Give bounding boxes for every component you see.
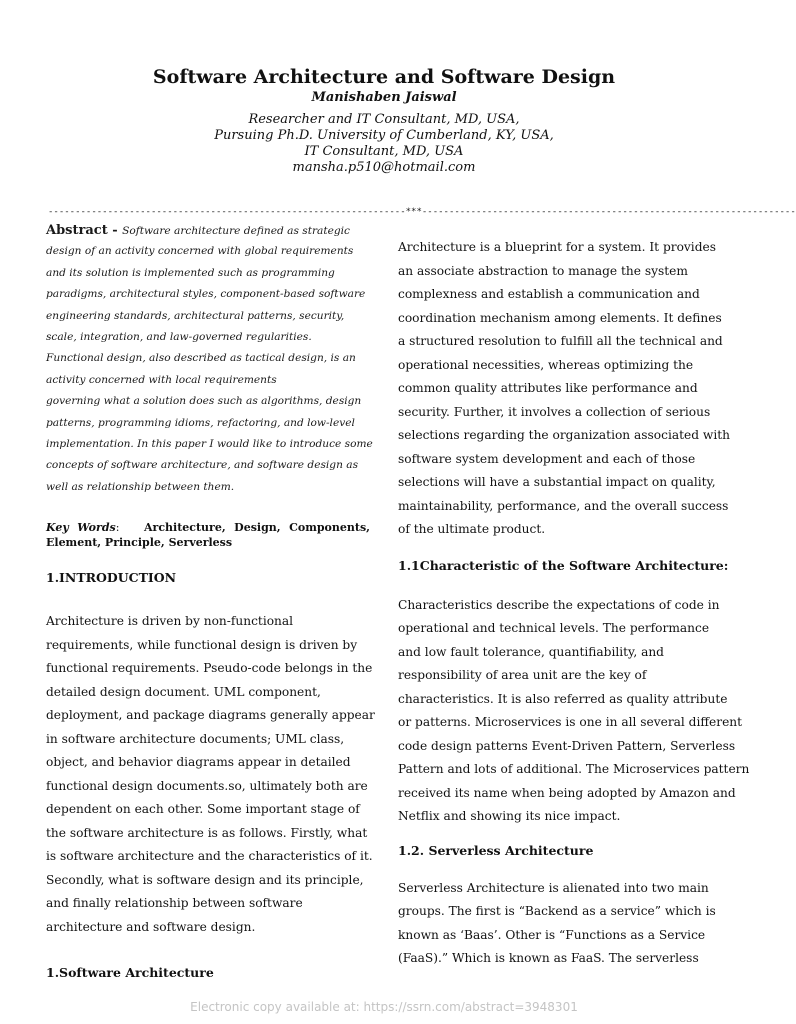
author-email: mansha.p510@hotmail.com <box>292 160 476 175</box>
abstract-line: and its solution is implemented such as programming <box>46 266 335 279</box>
section-separator: ------------------------------------------------------------------***--------------------------------------------------------------------- <box>48 207 796 217</box>
body-line: software system development and each of those <box>398 451 696 466</box>
body-line: selections will have a substantial impact on quality, <box>398 475 716 489</box>
abstract-line: design of an activity concerned with global requirements <box>46 245 354 258</box>
abstract-line: Software architecture defined as strategic <box>122 225 350 237</box>
body-line: Pattern and lots of additional. The Microservices pattern <box>398 762 750 776</box>
body-line: operational necessities, whereas optimizing the <box>398 357 694 372</box>
body-line: a structured resolution to fulfill all the technical and <box>398 334 723 348</box>
body-line: an associate abstraction to manage the system <box>398 263 688 278</box>
author-name: Manishaben Jaiswal <box>311 90 457 105</box>
section-heading-introduction: 1.INTRODUCTION <box>46 570 177 586</box>
body-line: known as ‘Baas’. Other is “Functions as a Service <box>398 927 706 942</box>
body-line: and low fault tolerance, quantifiability, and <box>398 644 664 659</box>
abstract-line: Functional design, also described as tactical design, is an <box>46 352 356 365</box>
intro-line: deployment, and package diagrams generally appear <box>46 708 375 723</box>
abstract-line: activity concerned with local requirements <box>46 373 277 386</box>
keywords <box>46 520 370 550</box>
introduction-text <box>46 610 375 939</box>
body-line: complexness and establish a communication and <box>398 287 700 301</box>
keywords-values: Architecture, Design, Components, Element, Principle, Serverless <box>46 521 370 550</box>
body-line: operational and technical levels. The performance <box>398 621 710 635</box>
paper-title: Software Architecture and Software Design <box>152 66 616 88</box>
body-line: Serverless Architecture is alienated into two main <box>398 880 709 895</box>
body-line: groups. The first is “Backend as a service” which is <box>398 904 716 918</box>
intro-line: detailed design document. UML component, <box>46 684 321 699</box>
intro-line: functional requirements. Pseudo-code belongs in the <box>46 661 373 676</box>
body-line: Architecture is a blueprint for a system. It provides <box>398 240 716 254</box>
keywords-colon: : <box>115 521 120 535</box>
body-line: Characteristics describe the expectations of code in <box>398 597 720 612</box>
body-line: code design patterns Event-Driven Pattern, Serverless <box>398 738 736 753</box>
body-line: received its name when being adopted by Amazon and <box>398 785 736 800</box>
intro-line: Architecture is driven by non-functional <box>46 614 294 629</box>
body-line: selections regarding the organization associated with <box>398 428 730 442</box>
body-line: (FaaS).” Which is known as FaaS. The serverless <box>398 951 699 965</box>
right-column <box>398 236 750 971</box>
intro-line: Secondly, what is software design and its principle, <box>46 872 364 887</box>
characteristics-text <box>398 594 750 829</box>
section-heading-serverless: 1.2. Serverless Architecture <box>398 842 594 858</box>
intro-line: and finally relationship between software <box>46 896 303 911</box>
affiliation-line: IT Consultant, MD, USA <box>304 144 464 159</box>
intro-line: dependent on each other. Some important stage of <box>46 802 360 817</box>
affiliation-line: Researcher and IT Consultant, MD, USA, <box>248 112 520 127</box>
intro-line: functional design documents.so, ultimately both are <box>46 778 368 793</box>
intro-line: in software architecture documents; UML class, <box>46 731 345 746</box>
body-line: maintainability, performance, and the overall success <box>398 498 729 513</box>
keywords-label: Key Words <box>46 521 116 535</box>
abstract-line: well as relationship between them. <box>46 480 235 493</box>
section-heading-characteristics: 1.1Characteristic of the Software Architecture: <box>398 557 729 573</box>
body-line: security. Further, it involves a collection of serious <box>398 404 711 419</box>
author-affiliations <box>0 112 768 176</box>
intro-line: is software architecture and the characteristics of it. <box>46 849 373 864</box>
abstract-line: paradigms, architectural styles, component-based software <box>46 288 366 301</box>
abstract <box>46 220 373 498</box>
abstract-line: governing what a solution does such as algorithms, design <box>46 395 362 408</box>
body-line: Netflix and showing its nice impact. <box>398 809 621 823</box>
abstract-line: patterns, programming idioms, refactoring, and low-level <box>46 416 355 429</box>
abstract-label: Abstract - <box>46 223 123 238</box>
intro-line: requirements, while functional design is driven by <box>46 637 358 652</box>
affiliation-line: Pursuing Ph.D. University of Cumberland, KY, USA, <box>214 128 554 143</box>
intro-line: object, and behavior diagrams appear in detailed <box>46 755 351 770</box>
serverless-text <box>398 877 724 971</box>
body-line: or patterns. Microservices is one in all several different <box>398 715 743 729</box>
architecture-definition-text <box>398 236 730 542</box>
body-line: characteristics. It is also referred as quality attribute <box>398 691 728 706</box>
intro-line: architecture and software design. <box>46 919 256 934</box>
body-line: responsibility of area unit are the key of <box>398 668 647 682</box>
abstract-line: implementation. In this paper I would like to introduce some <box>46 437 373 450</box>
left-column <box>46 220 375 983</box>
intro-line: the software architecture is as follows. Firstly, what <box>46 825 368 840</box>
body-line: coordination mechanism among elements. It defines <box>398 310 722 325</box>
abstract-line: concepts of software architecture, and software design as <box>46 459 359 472</box>
section-heading-software-architecture: 1.Software Architecture <box>46 965 214 981</box>
ssrn-footer-watermark: Electronic copy available at: https://ssrn.com/abstract=3948301 <box>190 1000 578 1014</box>
abstract-line: engineering standards, architectural patterns, security, <box>46 309 345 322</box>
abstract-line: scale, integration, and law-governed regularities. <box>46 330 312 343</box>
body-line: common quality attributes like performance and <box>398 381 698 395</box>
body-line: of the ultimate product. <box>398 522 546 536</box>
